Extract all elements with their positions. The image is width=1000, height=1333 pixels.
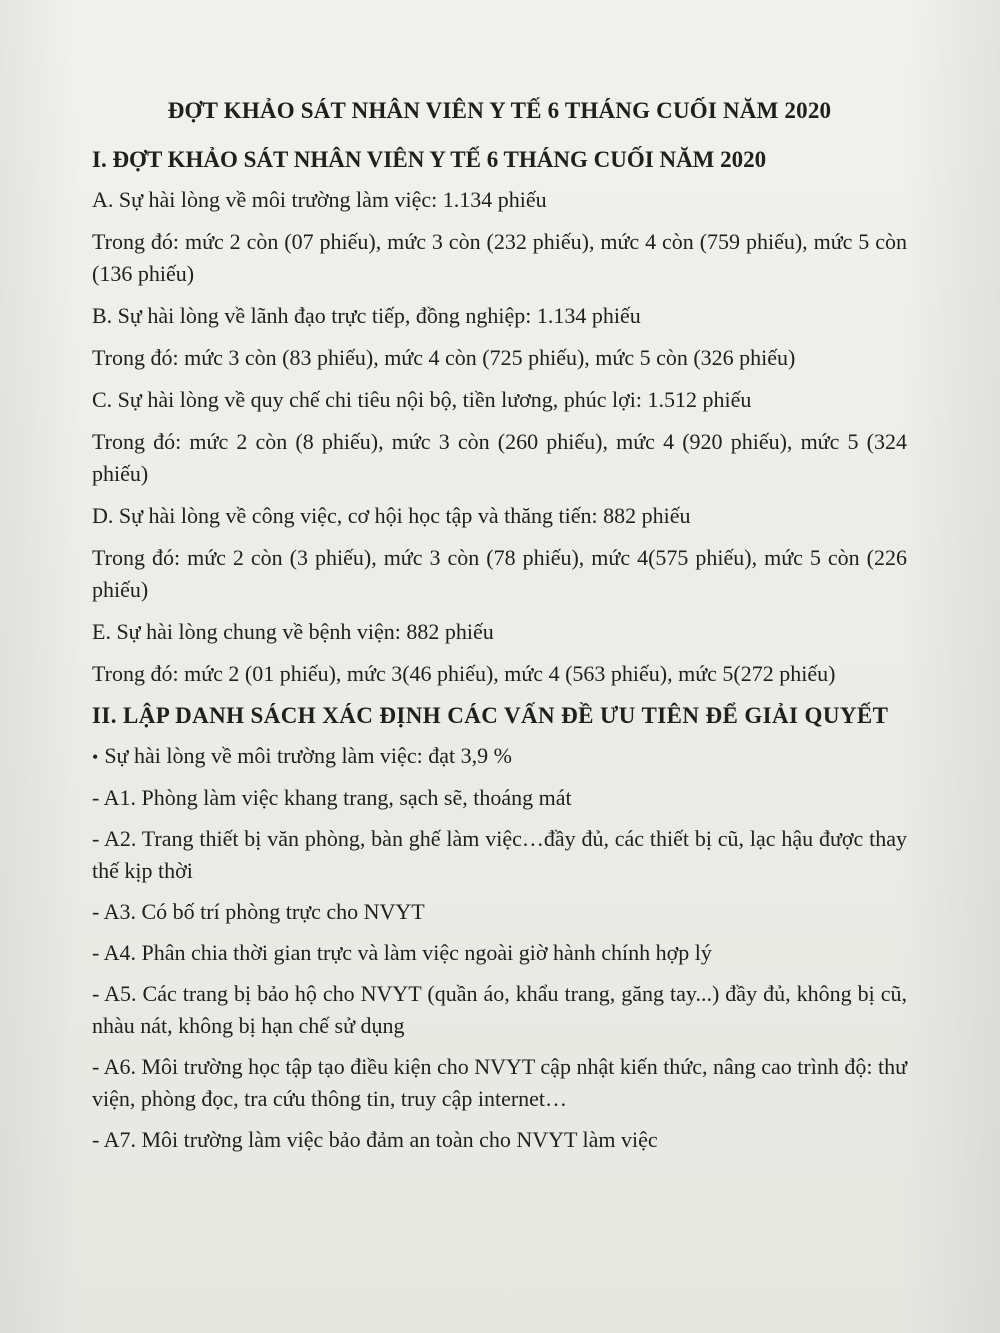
document-content bbox=[92, 96, 907, 1165]
section-1-heading: I. ĐỢT KHẢO SÁT NHÂN VIÊN Y TẾ 6 THÁNG CUỐI NĂM 2020 bbox=[92, 147, 767, 172]
survey-b-detail: Trong đó: mức 3 còn (83 phiếu), mức 4 còn (725 phiếu), mức 5 còn (326 phiếu) bbox=[92, 345, 796, 370]
list-item-a7: - A7. Môi trường làm việc bảo đảm an toàn cho NVYT làm việc bbox=[92, 1127, 658, 1152]
list-item-a1: - A1. Phòng làm việc khang trang, sạch sẽ, thoáng mát bbox=[92, 785, 572, 810]
list-item-a4: - A4. Phân chia thời gian trực và làm việc ngoài giờ hành chính hợp lý bbox=[92, 940, 712, 965]
bullet-icon: • bbox=[92, 747, 99, 767]
survey-e-detail: Trong đó: mức 2 (01 phiếu), mức 3(46 phiếu), mức 4 (563 phiếu), mức 5(272 phiếu) bbox=[92, 661, 836, 686]
section-2-heading: II. LẬP DANH SÁCH XÁC ĐỊNH CÁC VẤN ĐỀ ƯU TIÊN ĐỂ GIẢI QUYẾT bbox=[92, 703, 889, 728]
list-item-a3: - A3. Có bố trí phòng trực cho NVYT bbox=[92, 899, 425, 924]
bullet-text: Sự hài lòng về môi trường làm việc: đạt 3,9 % bbox=[104, 743, 512, 768]
list-item-a5: - A5. Các trang bị bảo hộ cho NVYT (quần áo, khẩu trang, găng tay...) đầy đủ, không bị cũ, nhàu nát, không bị hạn chế sử dụng bbox=[92, 981, 907, 1038]
survey-c-summary: C. Sự hài lòng về quy chế chi tiêu nội bộ, tiền lương, phúc lợi: 1.512 phiếu bbox=[92, 387, 752, 412]
list-item-a2: - A2. Trang thiết bị văn phòng, bàn ghế làm việc…đầy đủ, các thiết bị cũ, lạc hậu được thay thế kịp thời bbox=[92, 826, 907, 883]
survey-d-summary: D. Sự hài lòng về công việc, cơ hội học tập và thăng tiến: 882 phiếu bbox=[92, 503, 691, 528]
survey-a-detail: Trong đó: mức 2 còn (07 phiếu), mức 3 còn (232 phiếu), mức 4 còn (759 phiếu), mức 5 còn (136 phiếu) bbox=[92, 229, 907, 286]
survey-d-detail: Trong đó: mức 2 còn (3 phiếu), mức 3 còn (78 phiếu), mức 4(575 phiếu), mức 5 còn (226 phiếu) bbox=[92, 545, 907, 602]
survey-b-summary: B. Sự hài lòng về lãnh đạo trực tiếp, đồng nghiệp: 1.134 phiếu bbox=[92, 303, 641, 328]
bullet-item bbox=[92, 740, 907, 773]
survey-a-summary: A. Sự hài lòng về môi trường làm việc: 1.134 phiếu bbox=[92, 187, 547, 212]
survey-e-summary: E. Sự hài lòng chung về bệnh viện: 882 phiếu bbox=[92, 619, 494, 644]
list-item-a6: - A6. Môi trường học tập tạo điều kiện cho NVYT cập nhật kiến thức, nâng cao trình độ: thư viện, phòng đọc, tra cứu thông tin, truy cập internet… bbox=[92, 1054, 907, 1111]
document-title: ĐỢT KHẢO SÁT NHÂN VIÊN Y TẾ 6 THÁNG CUỐI NĂM 2020 bbox=[167, 98, 832, 123]
survey-c-detail: Trong đó: mức 2 còn (8 phiếu), mức 3 còn (260 phiếu), mức 4 (920 phiếu), mức 5 (324 phiếu) bbox=[92, 429, 907, 486]
